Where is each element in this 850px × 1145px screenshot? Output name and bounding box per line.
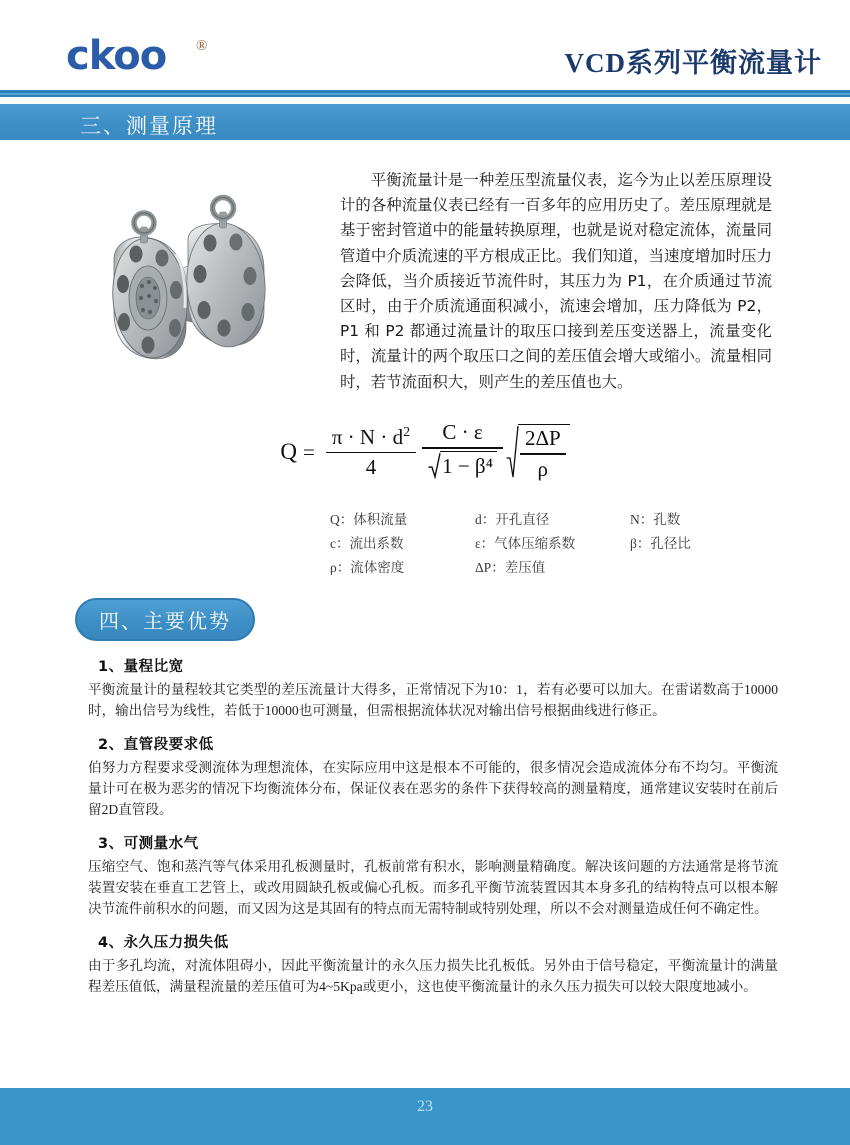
legend-cell: ε：气体压缩系数	[475, 536, 576, 551]
document-title: VCD系列平衡流量计	[564, 48, 822, 78]
section-heading-pill-main-advantages	[75, 598, 255, 641]
formula-frac3-denominator: ρ	[537, 456, 549, 481]
formula-frac1-exponent: 2	[403, 424, 411, 440]
registered-trademark-icon: ®	[196, 38, 208, 54]
legend-row	[330, 508, 790, 532]
formula-frac1-denominator: 4	[365, 455, 377, 480]
formula-frac1-numerator	[326, 425, 416, 452]
formula-lhs: Q	[280, 439, 297, 465]
formula-frac3	[520, 426, 566, 482]
header-divider-thin	[0, 93, 850, 95]
formula-frac2-denominator	[422, 449, 503, 485]
advantage-body: 平衡流量计的量程较其它类型的差压流量计大得多，正常情况下为10：1，若有必要可以加大。在雷诺数高于10000时，输出信号为线性，若低于10000也可测量，但需根据流体状况对输出信号根据曲线进行修正。	[88, 682, 778, 718]
advantage-item	[88, 931, 778, 997]
flow-formula-container	[0, 420, 850, 485]
product-photo-flowmeter	[92, 188, 307, 383]
formula-outer-radicand	[518, 424, 570, 480]
formula-frac1-numerator-text: π · N · d	[331, 424, 404, 449]
page-number: 23	[417, 1098, 433, 1115]
formula-inner-radical	[428, 451, 497, 479]
formula-variable-legend	[330, 508, 790, 580]
advantage-title: 2、直管段要求低	[98, 737, 214, 753]
advantage-item	[88, 655, 778, 721]
formula-fraction-area-term	[326, 425, 416, 481]
advantage-body: 伯努力方程要求受测流体为理想流体，在实际应用中这是根本不可能的，很多情况会造成流体分布不均匀。平衡流量计可在极为恶劣的情况下均衡流体分布，保证仪表在恶劣的条件下获得较高的测量精度，通常建议安装时在前后留2D直管段。	[88, 760, 778, 817]
radical-sign-icon-outer	[506, 424, 519, 480]
legend-cell: ΔP：差压值	[475, 560, 546, 575]
legend-cell: ρ：流体密度	[330, 560, 405, 575]
formula-frac2-numerator: C · ε	[442, 420, 483, 444]
formula-frac3-numerator: 2ΔP	[524, 426, 561, 451]
formula-equals-sign: =	[302, 439, 315, 464]
legend-cell: c：流出系数	[330, 536, 404, 551]
legend-row	[330, 556, 790, 580]
formula-fraction-coefficient-term	[422, 420, 503, 485]
legend-cell: d：开孔直径	[475, 512, 550, 527]
page-footer-bar	[0, 1088, 850, 1145]
formula-outer-radical	[506, 424, 570, 480]
flow-rate-formula	[280, 420, 569, 485]
advantage-item	[88, 733, 778, 820]
page-header	[0, 0, 850, 90]
legend-cell: Q：体积流量	[330, 512, 408, 527]
legend-cell: N：孔数	[630, 512, 681, 527]
radical-sign-icon	[428, 451, 441, 479]
section-heading-pill-label: 四、主要优势	[99, 609, 231, 633]
advantage-title: 1、量程比宽	[98, 659, 184, 675]
advantage-body: 由于多孔均流，对流体阻碍小，因此平衡流量计的永久压力损失比孔板低。另外由于信号稳定，平衡流量计的满量程差压值低，满量程流量的差压值可为4~5Kpa或更小，这也使平衡流量计的永久压力损失可以较大限度地减小。	[88, 958, 778, 994]
advantage-title: 4、永久压力损失低	[98, 935, 229, 951]
advantage-title: 3、可测量水气	[98, 836, 199, 852]
brand-logo: ckoo	[66, 33, 167, 79]
advantages-list	[88, 655, 778, 1009]
advantage-item	[88, 832, 778, 919]
legend-row	[330, 532, 790, 556]
measurement-principle-paragraph: 平衡流量计是一种差压型流量仪表，迄今为止以差压原理设计的各种流量仪表已经有一百多年的应用历史了。差压原理就是基于密封管道中的能量转换原理，也就是说对稳定流体，流量同管道中介质流速的平方根成正比。我们知道，当速度增加时压力会降低，当介质接近节流件时，其压力为 P1，在介质通过节流区时，由于介质流通面积减小，流速会增加，压力降低为 P2，P1 和 P2 都通过流量计的取压口接到差压变送器上，流量变化时，流量计的两个取压口之间的差压值会增大或缩小。流量相同时，若节流面积大，则产生的差压值也大。	[340, 171, 772, 391]
formula-frac2-radicand: 1 − β⁴	[440, 451, 497, 479]
advantage-body: 压缩空气、饱和蒸汽等气体采用孔板测量时，孔板前常有积水，影响测量精确度。解决该问题的方法通常是将节流装置安装在垂直工艺管上，或改用圆缺孔板或偏心孔板。而多孔平衡节流装置因其本身多孔的结构特点可以根本解决节流件前积水的问题，而又因为这是其固有的特点而无需特制或特别处理，所以不会对测量造成任何不确定性。	[88, 859, 778, 916]
section-heading-label: 三、测量原理	[80, 114, 218, 138]
legend-cell: β：孔径比	[630, 536, 691, 551]
